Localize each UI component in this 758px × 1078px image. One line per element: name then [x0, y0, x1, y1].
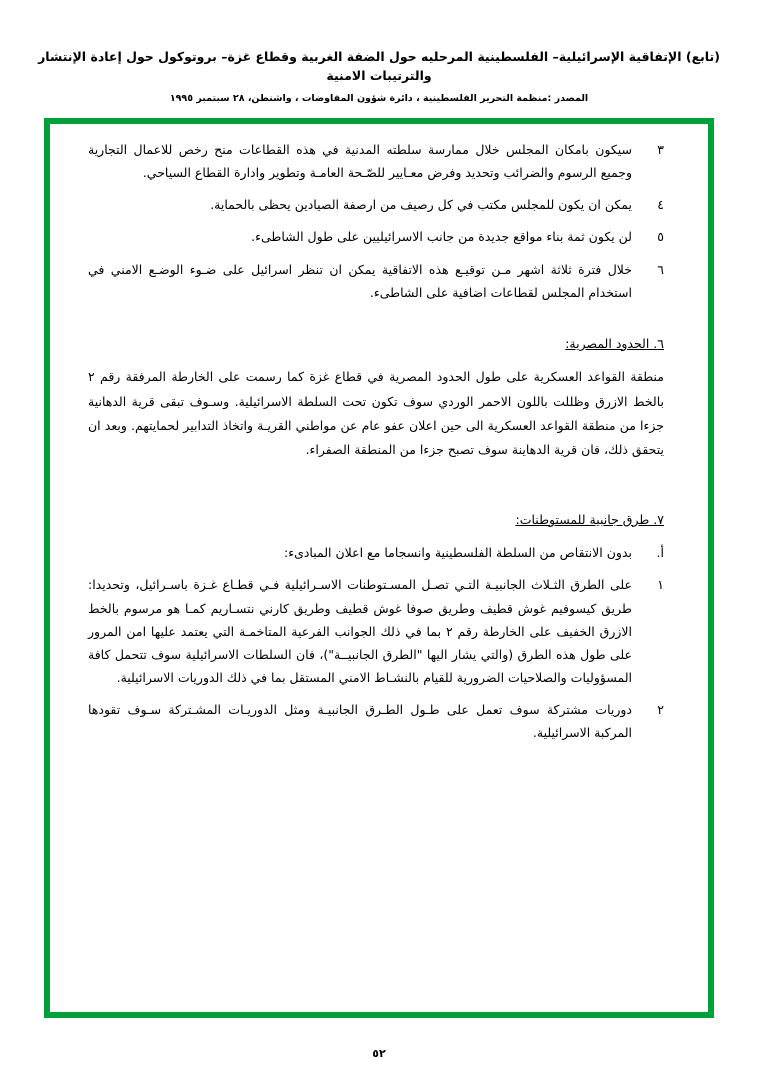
page-title: (تابع) الإتفاقية الإسرائيلية– الفلسطينية المرحليه حول الضفة الغربية وقطاع غزة– بروتوكول حول إعادة الإنتشار والترتيبات الامنية	[38, 49, 720, 83]
section-heading-egyptian-border: ٦. الحدود المصرية:	[565, 335, 664, 351]
list-item	[88, 193, 664, 216]
list-item	[88, 138, 664, 184]
list-item	[88, 698, 664, 744]
section-paragraph: منطقة القواعد العسكرية على طول الحدود المصرية في قطاع غزة كما رسمت على الخارطة المرفقة رقم ٢ بالخط الازرق وظللت باللون الاحمر الوردي سوف تكون تحت السلطة الاسرائيلية. وسـوف تبقى قرية الدهانية جزءا من منطقة القواعد العسكرية الى حين اعلان عفو عام عن مواطني القريـة واتخاذ التدابير لحمايتهم. وبعد ان يتحقق ذلك، فان قرية الدهاينة سوف تصبح جزءا من المنطقة الصفراء.	[88, 369, 664, 458]
list-item-text: خلال فترة ثلاثة اشهر مـن توقيـع هذه الاتفاقية يمكن ان تنظر اسرائيل على ضـوء الوضـع الامني في استخدام المجلس لقطاعات اضافية على الشاطىء.	[88, 261, 632, 300]
list-item-text: لن يكون ثمة بناء مواقع جديدة من جانب الاسرائيليين على طول الشاطىء.	[251, 229, 632, 245]
spacer	[88, 469, 664, 495]
document-source: المصدر :منظمة التحرير الفلسطينية ، دائرة شؤون المفاوضات ، واشنطن، ٢٨ سبتمبر ١٩٩٥	[169, 92, 589, 104]
list-item-marker: ٥	[657, 229, 664, 245]
list-item-text: دوريات مشتركة سوف تعمل على طـول الطـرق الجانبيـة ومثل الدوريـات المشـتركة سـوف تقودها المركبة الاسرائيلية.	[88, 702, 632, 741]
list-item-text: على الطرق الثـلاث الجانبيـة التـي تصـل المسـتوطنات الاسـرائيلية فـي قطـاع غـزة باسـرائيل، وتحديدا: طريق كيسوفيم غوش قطيف وطريق صوفا غوش قطيف وطريق كارني نتسـاريم كمـا هو مرسوم بالخط الازرق الخفيف على الخارطة رقم ٢ بما في ذلك الجوانب الفرعية المتاخمـة التي يعتمد عليها امن المرور على طول هذه الطرق (والتي يشار اليها "الطرق الجانبيــة")، فان السلطات الاسرائيلية سوف تتحمل كافة المسؤوليات والصلاحيات الضرورية للقيام بالنشـاط الامني المستقل بما في ذلك الدوريات الاسرائيلية.	[88, 577, 632, 685]
list-item-text: سيكون بامكان المجلس خلال ممارسة سلطته المدنية في هذه القطاعات منح رخص للاعمال التجارية وجميع الرسوم والضرائب وتحديد وفرض معـايير للصّـحة العامـة وتطوير وادارة القطاع السياحي.	[88, 142, 632, 181]
list-item-marker: ٣	[657, 142, 664, 157]
list-item-marker: ٦	[657, 261, 664, 277]
list-item	[88, 258, 664, 304]
document-header	[28, 48, 730, 104]
document-content	[60, 130, 700, 1006]
list-item-marker: أ.	[656, 545, 664, 561]
list-item-marker: ٤	[657, 197, 664, 213]
list-item	[88, 541, 664, 564]
list-item-text: بدون الانتقاص من السلطة الفلسطينية وانسجاما مع اعلان المبادىء:	[283, 545, 632, 561]
list-item	[88, 225, 664, 248]
list-item	[88, 573, 664, 689]
section-heading-lateral-roads: ٧. طرق جانبية للمستوطنات:	[515, 511, 664, 527]
list-item-text: يمكن ان يكون للمجلس مكتب في كل رصيف من ارصفة الصيادين يحظى بالحماية.	[210, 197, 632, 213]
spacer	[88, 313, 664, 319]
list-item-marker: ١	[657, 577, 664, 593]
page-number: ٥٢	[372, 1047, 386, 1060]
list-item-marker: ٢	[657, 702, 664, 717]
